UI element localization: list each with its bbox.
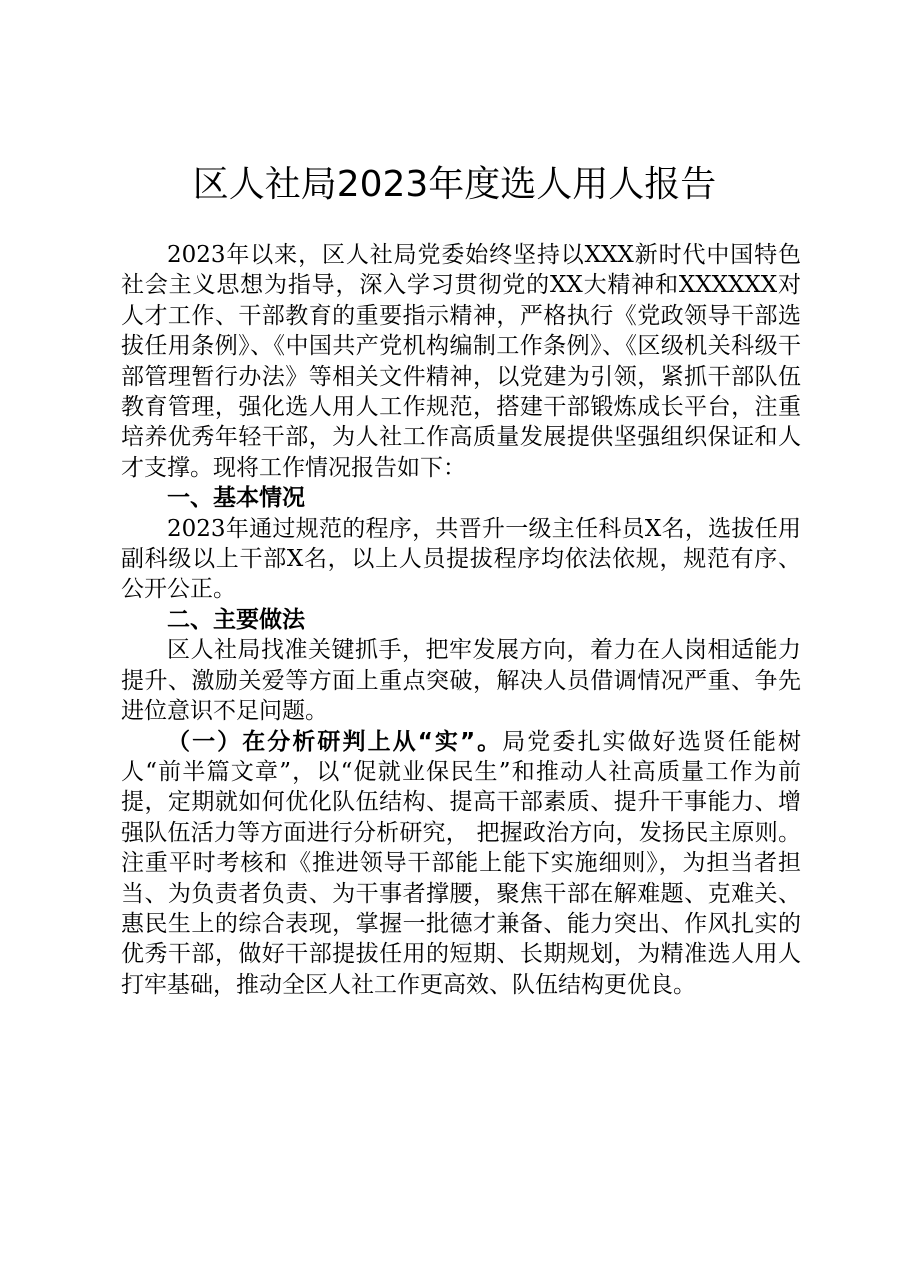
section-heading-main-practices: 二、主要做法 [167,606,305,633]
subsection-paragraph-analysis [121,727,801,1001]
intro-paragraph: 2023年以来，区人社局党委始终坚持以XXX新时代中国特色社会主义思想为指导，深入学习贯彻党的XX大精神和XXXXXX对人才工作、干部教育的重要指示精神，严格执行《党政领导干部选拔任用条例》、《中国共产党机构编制工作条例》、《区级机关科级干部管理暂行办法》等相关文件精神，以党建为引领，紧抓干部队伍教育管理，强化选人用人工作规范，搭建干部锻炼成长平台，注重培养优秀年轻干部，为人社工作高质量发展提供坚强组织保证和人才支撑。现将工作情况报告如下： [121,242,801,481]
section-paragraph-main-practices: 区人社局找准关键抓手，把牢发展方向，着力在人岗相适能力提升、激励关爱等方面上重点突破，解决人员借调情况严重、争先进位意识不足问题。 [121,637,801,725]
section-paragraph-basic-situation: 2023年通过规范的程序，共晋升一级主任科员X名，选拔任用副科级以上干部X名，以上人员提拔程序均依法依规，规范有序、公开公正。 [121,515,801,603]
subsection-heading-analysis: （一）在分析研判上从“实”。 [167,728,503,755]
section-heading-basic-situation: 一、基本情况 [167,485,305,512]
subsection-body-analysis: 局党委扎实做好选贤任能树人“前半篇文章”，以“促就业保民生”和推动人社高质量工作为前提，定期就如何优化队伍结构、提高干部素质、提升干事能力、增强队伍活力等方面进行分析研究， 把握政治方向，发扬民主原则。注重平时考核和《推进领导干部能上能下实施细则》，为担当者担当、为负责者负责、为干事者撑腰，聚焦干部在解难题、克难关、惠民生上的综合表现，掌握一批德才兼备、能力突出、作风扎实的优秀干部，做好干部提拔任用的短期、长期规划，为精准选人用人打牢基础，推动全区人社工作更高效、队伍结构更优良。 [121,728,802,998]
document-title: 区人社局2023年度选人用人报告 [192,164,717,205]
document-body [121,240,801,1000]
